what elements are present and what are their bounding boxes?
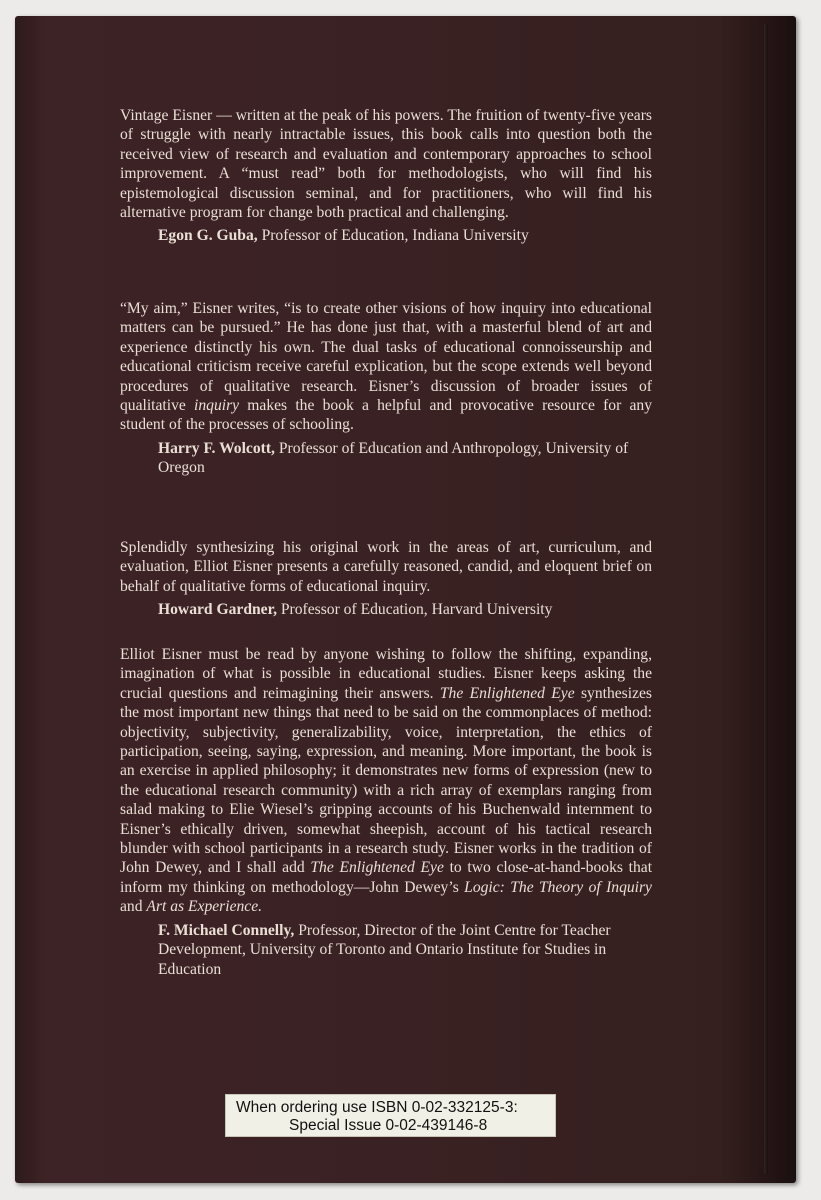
blurb-connelly-body (120, 645, 652, 917)
body-italic: inquiry (194, 397, 240, 415)
body-text: and (120, 898, 147, 916)
attribution-title: Professor of Education, Harvard University (276, 601, 553, 619)
attribution-title: Professor, Director of the Joint Centre for Teacher Development, University of Toronto and Ontario Institute for Studies in Education (158, 921, 611, 978)
blurb-wolcott (120, 299, 652, 478)
attribution-title: Professor of Education, Indiana University (257, 227, 529, 245)
body-text: “My aim,” Eisner writes, “is to create other visions of how inquiry into educational matters can be pursued.” He has done just that, with a masterful blend of art and experience distinctly his own. The dual tasks of educational connoisseurship and educational criticism receive careful explication, but the scope extends well beyond procedures of qualitative research. Eisner’s discussion of broader issues of qualitative (120, 300, 652, 415)
blurb-gardner (120, 538, 652, 620)
attribution-title: Professor of Education and Anthropology, University of Oregon (158, 439, 629, 477)
body-text: Elliot Eisner must be read by anyone wishing to follow the shifting, expanding, imagination of what is possible in educational studies. Eisner keeps asking the crucial questions and reimagining their answers. (120, 646, 652, 702)
book-title-italic: The Enlightened Eye (310, 859, 444, 877)
attribution-name: Harry F. Wolcott, (158, 439, 275, 457)
isbn-line-1: When ordering use ISBN 0-02-332125-3: (236, 1099, 518, 1116)
attribution-name: Egon G. Guba, (158, 227, 258, 245)
blurb-wolcott-body (120, 299, 652, 435)
attribution-name: Howard Gardner, (158, 601, 277, 619)
book-title-italic: The Enlightened Eye (439, 684, 575, 702)
book-title-italic: Art as Experience. (146, 898, 263, 916)
attribution-name: F. Michael Connelly, (158, 921, 295, 939)
blurb-guba-attribution (158, 226, 652, 245)
isbn-label (225, 1094, 556, 1137)
body-text: synthesizes the most important new things that need to be said on the commonplaces of method: objectivity, subjectivity, generalizability, voice, interpretation, the ethics of participation, seeing, saying, expression, and meaning. More important, the book is an exercise in applied philosophy; it demonstrates new forms of expression (new to the educational research community) with a rich array of exemplars ranging from salad making to Elie Wiesel’s gripping accounts of his Buchenwald internment to Eisner’s ethically driven, somewhat sheepish, account of his tactical research blunder with school participants in a research study. Eisner works in the tradition of John Dewey, and I shall add (120, 684, 652, 877)
body-text: makes the book a helpful and provocative resource for any student of the processes of schooling. (120, 397, 652, 434)
blurb-gardner-body: Splendidly synthesizing his original work in the areas of art, curriculum, and evaluation, Elliot Eisner presents a carefully reasoned, candid, and eloquent brief on behalf of qualitative forms of educational inquiry. (120, 539, 652, 595)
blurb-guba-body: Vintage Eisner — written at the peak of his powers. The fruition of twenty-five years of struggle with nearly intractable issues, this book calls into question both the received view of research and evaluation and contemporary approaches to school improvement. A “must read” both for methodologists, who will find his epistemological discussion seminal, and for practitioners, who will find his alternative program for change both practical and challenging. (120, 107, 652, 222)
body-text: to two close-at-hand-books that inform my thinking on methodology—John Dewey’s (120, 859, 653, 896)
book-title-italic: Logic: The Theory of Inquiry (464, 878, 652, 896)
blurb-wolcott-attribution (158, 439, 652, 478)
blurb-connelly-attribution (158, 921, 652, 979)
blurb-gardner-attribution (158, 600, 652, 619)
cover-hinge (764, 24, 768, 1174)
blurb-guba (120, 106, 652, 246)
isbn-line-2: Special Issue 0-02-439146-8 (289, 1117, 488, 1134)
blurb-connelly (120, 645, 652, 979)
